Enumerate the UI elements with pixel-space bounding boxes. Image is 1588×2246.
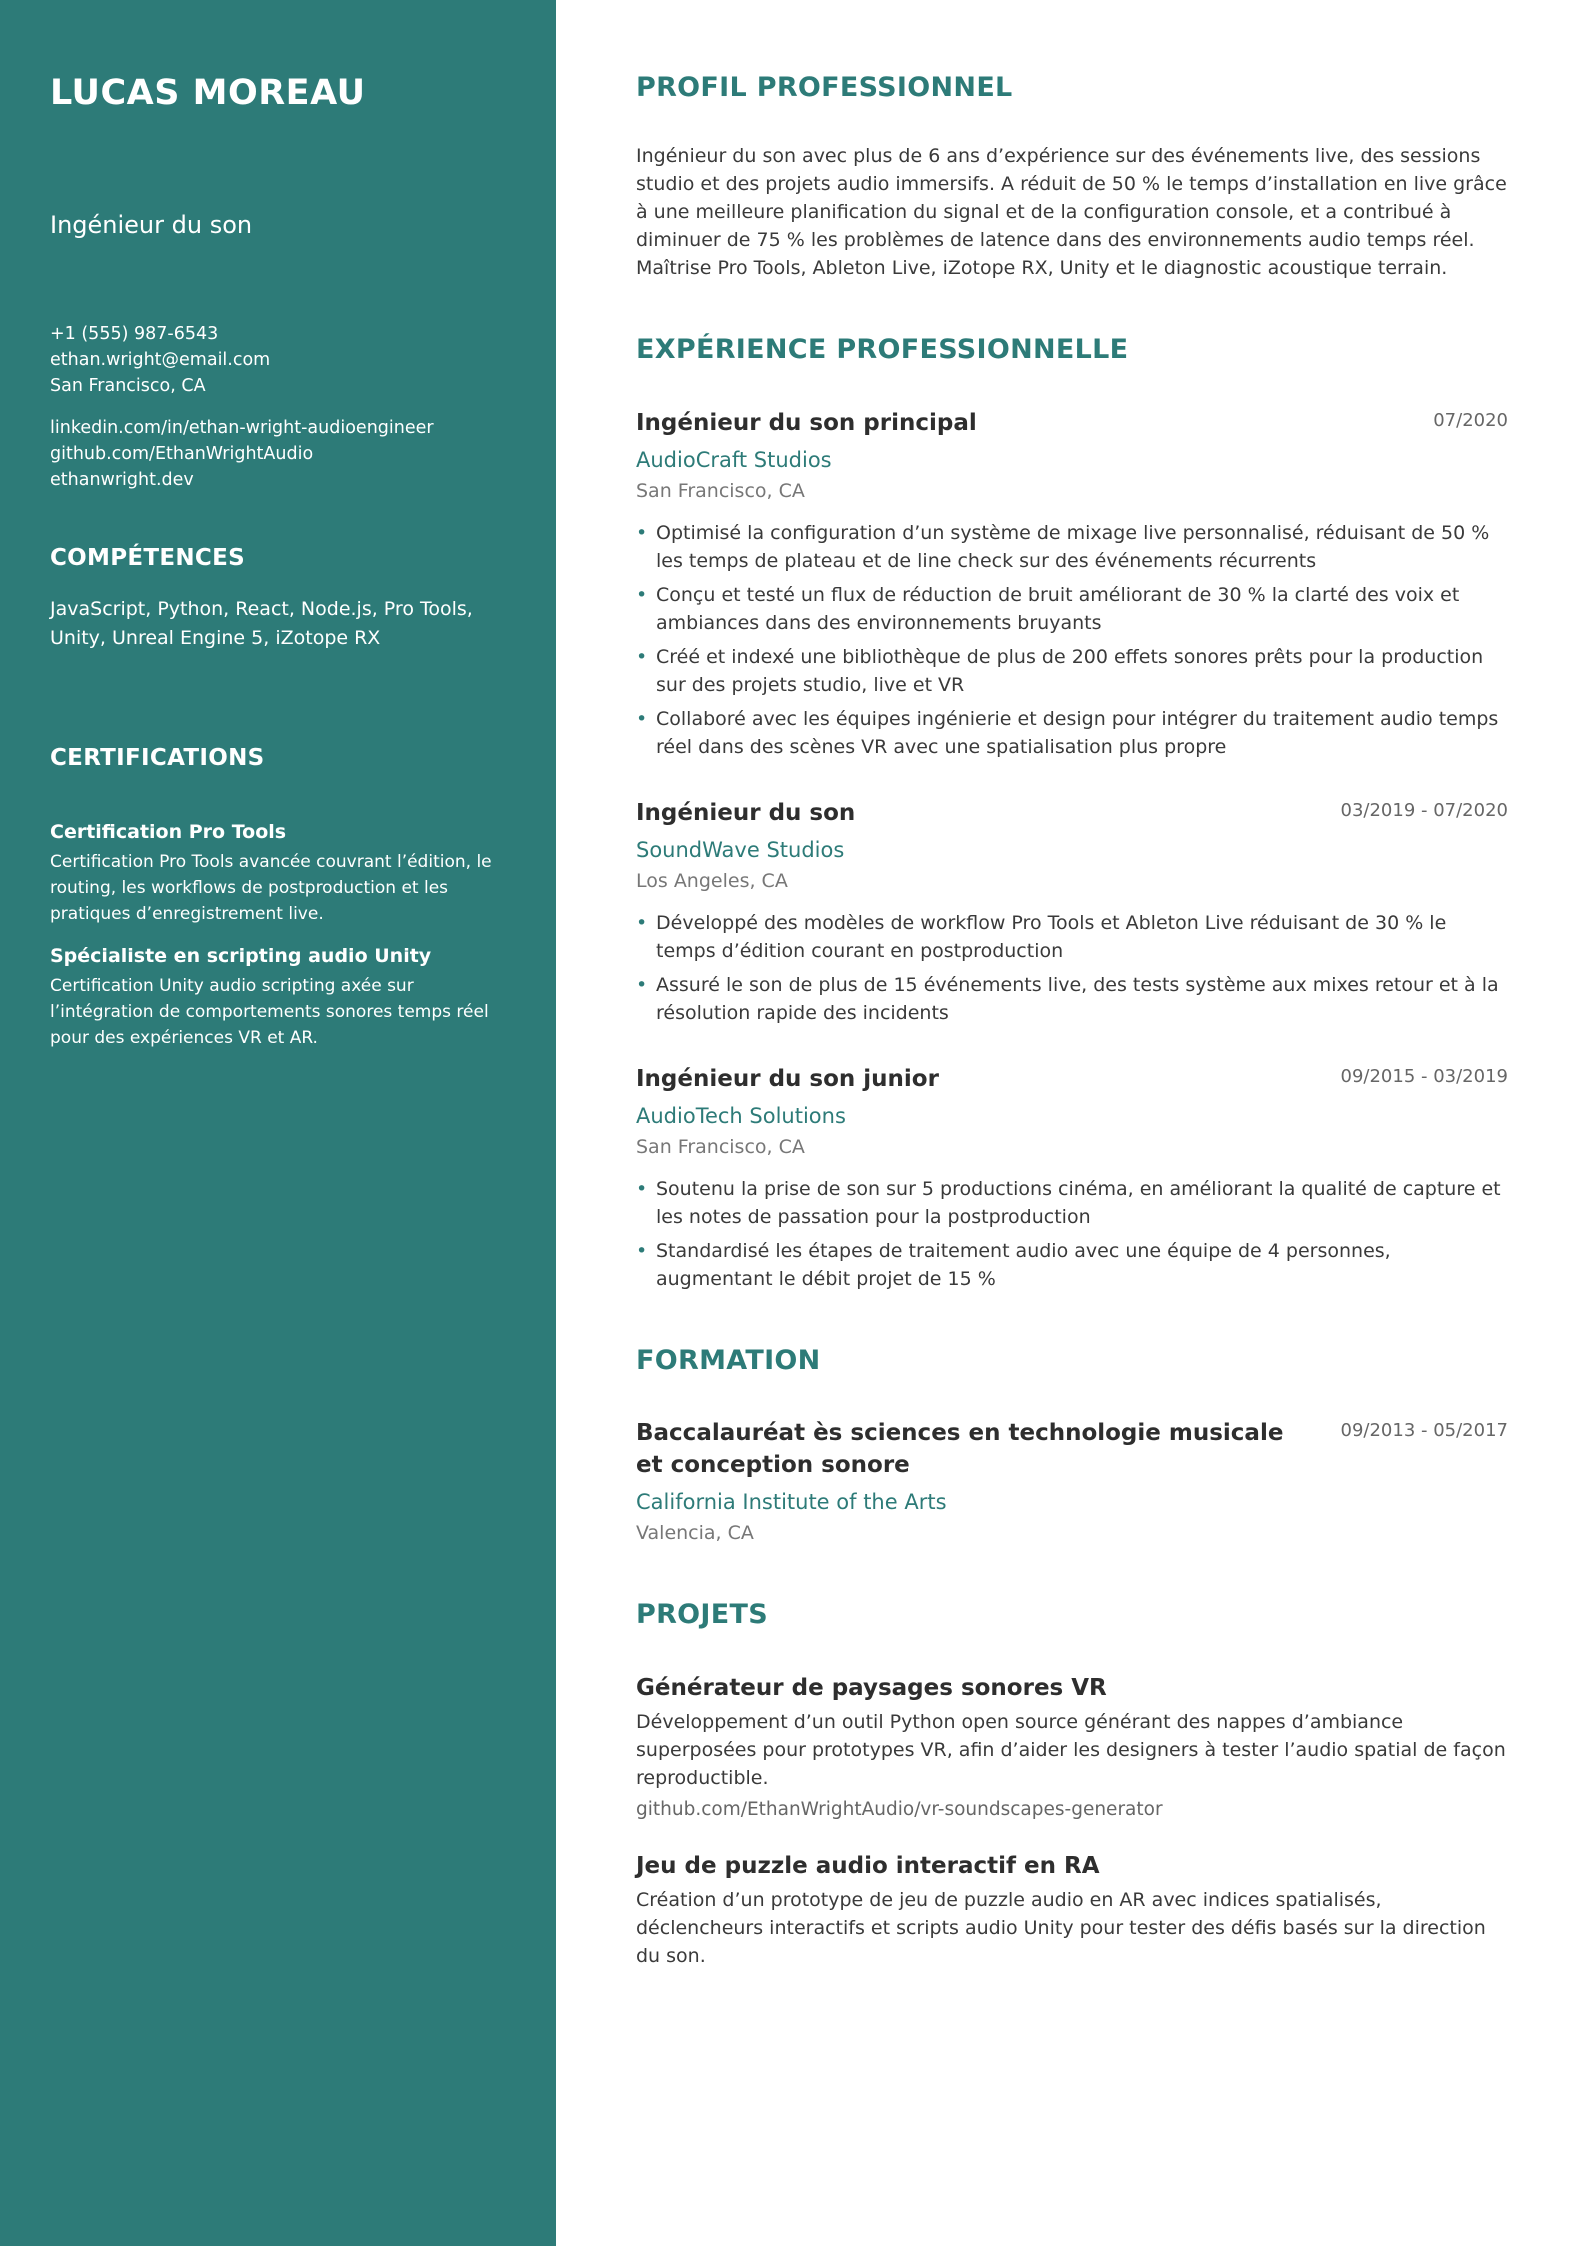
project-link[interactable]: github.com/EthanWrightAudio/vr-soundscapes-generator <box>636 1798 1163 1820</box>
bullet-dot-icon: • <box>636 973 648 996</box>
certifications-list <box>50 819 506 1051</box>
education-school: California Institute of the Arts <box>636 1490 947 1515</box>
job-location: San Francisco, CA <box>636 479 805 502</box>
bullet-dot-icon: • <box>636 1177 648 1200</box>
job-bullet: • Optimisé la configuration d’un système de mixage live personnalisé, réduisant de 50 % les temps de plateau et de line check sur des événements récurrents <box>636 519 1508 575</box>
job-role: Ingénieur du son <box>636 799 856 826</box>
education-date: 09/2013 - 05/2017 <box>1340 1420 1508 1442</box>
job-bullets <box>636 1175 1508 1293</box>
job-bullet: • Soutenu la prise de son sur 5 productions cinéma, en améliorant la qualité de capture et les notes de passation pour la postproduction <box>636 1175 1508 1231</box>
project-name: Jeu de puzzle audio interactif en RA <box>636 1852 1100 1879</box>
job-location: San Francisco, CA <box>636 1135 805 1158</box>
project-name: Générateur de paysages sonores VR <box>636 1674 1107 1701</box>
experience-heading: EXPÉRIENCE PROFESSIONNELLE <box>636 334 1129 366</box>
education-degree: Baccalauréat ès sciences en technologie musicale et conception sonore <box>636 1420 1284 1479</box>
education-heading: FORMATION <box>636 1344 821 1376</box>
job-role: Ingénieur du son junior <box>636 1065 939 1092</box>
skills-text: JavaScript, Python, React, Node.js, Pro Tools, Unity, Unreal Engine 5, iZotope RX <box>50 598 473 650</box>
certifications-heading: CERTIFICATIONS <box>50 745 265 772</box>
certification-item <box>50 943 506 1051</box>
certification-description: Certification Pro Tools avancée couvrant l’édition, le routing, les workflows de postproduction et les pratiques d’enregistrement live. <box>50 852 492 925</box>
bullet-dot-icon: • <box>636 911 648 934</box>
job-entry <box>636 797 1508 1027</box>
job-bullet: • Standardisé les étapes de traitement audio avec une équipe de 4 personnes, augmentant le débit projet de 15 % <box>636 1237 1508 1293</box>
profile-summary: Ingénieur du son avec plus de 6 ans d’expérience sur des événements live, des sessions studio et des projets audio immersifs. A réduit de 50 % le temps d’installation en live grâce à une meilleure planification du signal et de la configuration console, et a contribué à diminuer de 75 % les problèmes de latence dans des environnements audio temps réel. Maîtrise Pro Tools, Ableton Live, iZotope RX, Unity et le diagnostic acoustique terrain. <box>636 145 1507 280</box>
job-bullets <box>636 909 1508 1027</box>
bullet-dot-icon: • <box>636 645 648 668</box>
experience-section <box>636 334 1508 1292</box>
job-company: AudioTech Solutions <box>636 1103 846 1128</box>
projects-section <box>636 1599 1508 1969</box>
github-link[interactable]: github.com/EthanWrightAudio <box>50 444 314 465</box>
skills-heading: COMPÉTENCES <box>50 545 245 572</box>
certification-name: Spécialiste en scripting audio Unity <box>50 945 432 968</box>
certification-name: Certification Pro Tools <box>50 821 287 844</box>
job-company: AudioCraft Studios <box>636 447 832 472</box>
job-company: SoundWave Studios <box>636 837 845 862</box>
job-bullet: • Collaboré avec les équipes ingénierie et design pour intégrer du traitement audio temps réel dans des scènes VR avec une spatialisation plus propre <box>636 705 1508 761</box>
bullet-dot-icon: • <box>636 707 648 730</box>
job-bullet: • Créé et indexé une bibliothèque de plus de 200 effets sonores prêts pour la production sur des projets studio, live et VR <box>636 643 1508 699</box>
contact-email[interactable]: ethan.wright@email.com <box>50 350 271 371</box>
education-section <box>636 1345 1508 1547</box>
projects-heading: PROJETS <box>636 1599 768 1631</box>
website-link[interactable]: ethanwright.dev <box>50 470 194 491</box>
contact-block <box>50 321 506 399</box>
project-entry <box>636 1850 1508 1970</box>
job-date: 09/2015 - 03/2019 <box>1340 1065 1508 1087</box>
contact-location: San Francisco, CA <box>50 376 206 397</box>
bullet-dot-icon: • <box>636 521 648 544</box>
linkedin-link[interactable]: linkedin.com/in/ethan-wright-audioengineer <box>50 418 434 439</box>
main-content <box>636 0 1508 1970</box>
candidate-name: LUCAS MOREAU <box>50 73 366 113</box>
job-date: 03/2019 - 07/2020 <box>1340 799 1508 821</box>
sidebar <box>0 0 556 2246</box>
job-entry <box>636 1063 1508 1293</box>
education-entry <box>636 1417 1508 1547</box>
job-bullets <box>636 519 1508 761</box>
candidate-title: Ingénieur du son <box>50 210 253 239</box>
job-bullet: • Développé des modèles de workflow Pro Tools et Ableton Live réduisant de 30 % le temps d’édition courant en postproduction <box>636 909 1508 965</box>
bullet-dot-icon: • <box>636 1239 648 1262</box>
project-description: Développement d’un outil Python open source générant des nappes d’ambiance superposées pour prototypes VR, afin d’aider les designers à tester l’audio spatial de façon reproductible. <box>636 1710 1506 1789</box>
bullet-dot-icon: • <box>636 583 648 606</box>
job-date: 07/2020 <box>1433 409 1508 431</box>
profile-heading: PROFIL PROFESSIONNEL <box>636 72 1013 103</box>
contact-phone[interactable]: +1 (555) 987-6543 <box>50 324 219 345</box>
certification-description: Certification Unity audio scripting axée sur l’intégration de comportements sonores temps réel pour des expériences VR et AR. <box>50 976 489 1049</box>
job-bullet: • Conçu et testé un flux de réduction de bruit améliorant de 30 % la clarté des voix et ambiances dans des environnements bruyants <box>636 581 1508 637</box>
project-entry <box>636 1672 1508 1824</box>
job-location: Los Angeles, CA <box>636 869 788 892</box>
job-role: Ingénieur du son principal <box>636 409 977 436</box>
job-bullet: • Assuré le son de plus de 15 événements live, des tests système aux mixes retour et à la résolution rapide des incidents <box>636 971 1508 1027</box>
links-block <box>50 415 506 493</box>
job-entry <box>636 407 1508 761</box>
project-description: Création d’un prototype de jeu de puzzle audio en AR avec indices spatialisés, déclencheurs interactifs et scripts audio Unity pour tester des défis basés sur la direction du son. <box>636 1888 1486 1967</box>
education-location: Valencia, CA <box>636 1522 754 1545</box>
certification-item <box>50 819 506 927</box>
